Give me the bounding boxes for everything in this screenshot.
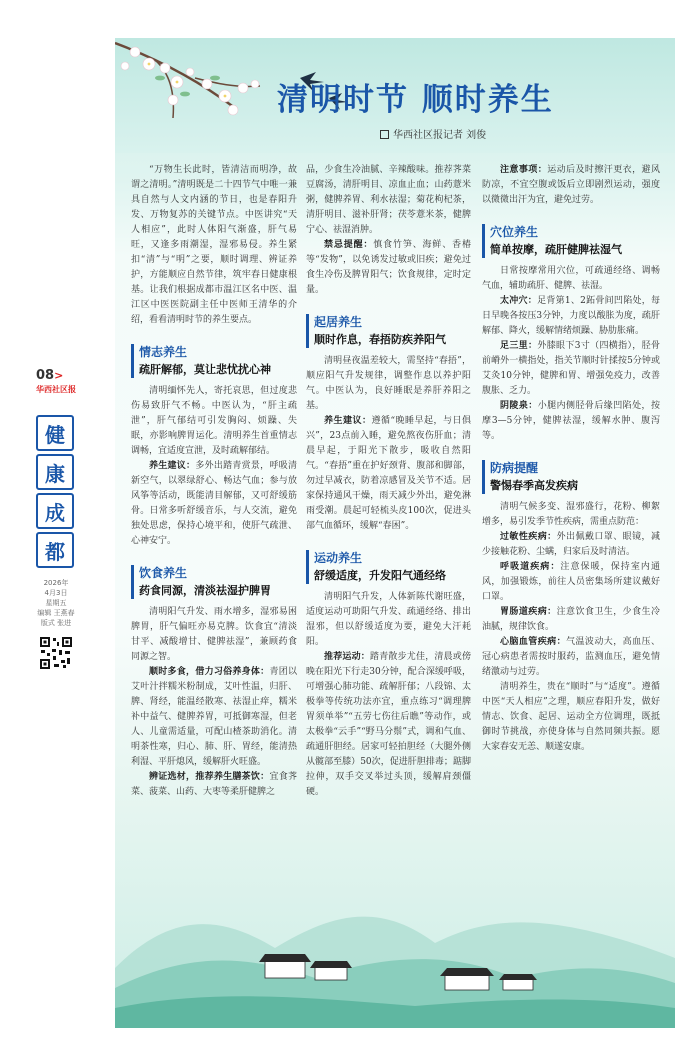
paragraph-label: 胃肠道疾病： — [500, 607, 557, 617]
paragraph-label: 推荐运动： — [324, 652, 370, 662]
section-title: 运动养生 — [314, 551, 363, 565]
section-title: 起居养生 — [314, 315, 363, 329]
paragraph — [306, 650, 471, 800]
section-subtitle: 药食同源，清淡祛湿护脾胃 — [139, 584, 271, 597]
paragraph-label: 过敏性疾病： — [500, 532, 557, 542]
paragraph — [131, 665, 297, 770]
paragraph-text: 宜食荠菜、菠菜、山药、大枣等柔肝健脾之 — [131, 772, 297, 797]
paragraph-label: 辨证选材，推荐养生膳茶饮： — [149, 772, 270, 782]
paragraph-label: 顺时多食，借力习俗养身体： — [149, 667, 270, 677]
section-subtitle: 顺时作息，春捂防疾养阳气 — [314, 333, 446, 346]
paragraph — [482, 560, 660, 605]
section-heading-diet — [131, 565, 297, 599]
paragraph-text: 小腿内侧胫骨后缘凹陷处，按摩3—5分钟，健脾祛湿，缓解水肿、腹泻等。 — [482, 401, 660, 441]
column-2 — [306, 163, 471, 800]
issue-meta — [36, 578, 76, 628]
paragraph-label: 呼吸道疾病： — [500, 562, 561, 572]
paragraph-label: 养生建议： — [324, 416, 372, 426]
paragraph — [131, 770, 297, 800]
paragraph — [306, 414, 471, 534]
page-title: 清明时节 顺时养生 — [277, 82, 554, 118]
section-title: 穴位养生 — [490, 225, 539, 239]
paragraph-label: 养生建议： — [149, 461, 196, 471]
paragraph — [482, 163, 660, 208]
byline — [380, 126, 486, 141]
section-heading-prevention — [482, 460, 660, 494]
paragraph — [482, 635, 660, 680]
section-title: 情志养生 — [139, 345, 188, 359]
page-number-text: 08 — [36, 368, 55, 383]
paragraph-text: 气温波动大，高血压、冠心病患者需按时服药，监测血压，避免情绪激动与过劳。 — [482, 637, 660, 677]
byline-text: 华西社区报记者 刘俊 — [393, 130, 487, 141]
paragraph — [306, 238, 471, 298]
column-3 — [482, 163, 660, 755]
column-1 — [131, 163, 297, 800]
section-subtitle: 简单按摩，疏肝健脾祛湿气 — [490, 243, 622, 256]
section-heading-acupoint — [482, 224, 660, 258]
qr-code-icon[interactable] — [39, 636, 73, 670]
column-name-box — [36, 415, 74, 568]
closing-paragraph: 清明养生，贵在“顺时”与“适度”。遵循中医“天人相应”之理，顺应春阳升发，做好情志、饮食、起居、运动全方位调理，既抵御时节挑战，亦使身体与自然同频共振。愿大家春安无恙、顺遂安康。 — [482, 682, 660, 752]
left-sidebar — [36, 368, 76, 674]
ink-landscape-illustration — [115, 848, 675, 1028]
section-title: 饮食养生 — [139, 566, 188, 580]
paragraph: 清明缅怀先人，寄托哀思，但过度悲伤易致肝气不畅。中医认为，“肝主疏泄”，肝气郁结可引发胸闷、烦躁、失眠，亦影响脾胃运化。清明养生首重情志调畅，宜适度宣泄，及时疏解郁结。 — [131, 386, 297, 456]
section-subtitle: 舒缓适度，升发阳气通经络 — [314, 569, 446, 582]
paragraph-text: 多外出踏青赏景，呼吸清新空气，以翠绿舒心、畅达气血；参与放风筝等活动，既能清目解郁，又可舒缓筋骨。日常多听舒缓音乐，与人交流，避免独处思虑，保持心境平和，使肝气疏泄、心神安宁。 — [131, 461, 297, 546]
paragraph — [482, 605, 660, 635]
paragraph: 清明气候多变、湿邪盛行，花粉、柳絮增多，易引发季节性疾病，需重点防范： — [482, 502, 660, 527]
paragraph-text: 外膝眼下3寸（四横指），胫骨前嵴外一横指处，指关节顺时针揉按5分钟或艾灸10分钟，健脾和胃、增强免疫力，改善腹胀、乏力。 — [482, 341, 660, 396]
section-heading-emotion — [131, 344, 297, 378]
meta-line: 4月3日 — [44, 589, 68, 597]
section-title: 防病提醒 — [490, 461, 539, 475]
paragraph-label: 心脑血管疾病： — [500, 637, 567, 647]
column-char: 都 — [36, 532, 74, 568]
paragraph-label: 足三里： — [500, 341, 538, 351]
section-heading-lifestyle — [306, 314, 471, 348]
paragraph-text: 外出佩戴口罩、眼镜，减少接触花粉、尘螨，归家后及时清洁。 — [482, 532, 660, 557]
column-char: 成 — [36, 493, 74, 529]
meta-line: 版式 张进 — [40, 619, 72, 627]
paragraph-text: 慎食竹笋、海鲜、香椿等“发物”，以免诱发过敏或旧疾；避免过食生冷伤及脾胃阳气；饮食规律，定时定量。 — [306, 240, 471, 295]
section-subtitle: 警惕春季高发疾病 — [490, 479, 578, 492]
paragraph: 品，少食生冷油腻、辛辣酸味。推荐荠菜豆腐汤，清肝明目、凉血止血；山药薏米粥，健脾养胃、利水祛湿；菊花枸杞茶，清肝明目、滋补肝肾；茯苓薏米茶，健脾宁心、祛湿消肿。 — [306, 165, 471, 235]
paragraph-text: 运动后及时擦汗更衣，避风防凉，不宜空腹或饭后立即剧烈运动，强度以微微出汗为宜，避免过劳。 — [482, 165, 660, 205]
paragraph-label: 阴陵泉： — [500, 401, 538, 411]
column-char: 健 — [36, 415, 74, 451]
byline-square-icon — [380, 130, 389, 139]
paragraph — [482, 399, 660, 444]
paragraph — [482, 294, 660, 339]
paragraph-text: 注意饮食卫生，少食生冷油腻，规律饮食。 — [482, 607, 660, 632]
meta-line: 编辑 王燕春 — [37, 609, 75, 617]
paragraph-text: 足背第1、2跖骨间凹陷处，每日早晚各按压3分钟，力度以酸胀为度，疏肝解郁、降火，缓解情绪烦躁、胁肋胀痛。 — [482, 296, 660, 336]
section-heading-exercise — [306, 550, 471, 584]
paragraph-text: 遵循“晚睡早起，与日俱兴”，23点前入睡，避免熬夜伤肝血；清晨早起，于阳光下散步，吸收自然阳气。“春捂”重在护好颈背、腹部和脚部，勿过早减衣，防着凉感冒及关节不适。居家保持通风干燥，雨天减少外出，避免淋雨受潮。晨起可轻梳头皮100次，促进头部气血循环，缓解“春困”。 — [306, 416, 471, 531]
paragraph — [131, 459, 297, 549]
section-name: 华西社区报 — [36, 385, 76, 394]
paragraph-label: 禁忌提醒： — [324, 240, 374, 250]
paragraph-text: 踏青散步尤佳，清晨或傍晚在阳光下行走30分钟，配合深缓呼吸，可增强心肺功能、疏解肝郁；八段锦、太极拳等传统功法亦宜，重点练习“调理脾胃须单举”“五劳七伤往后瞧”等动作，或太极拳“云手”“野马分鬃”式，调和气血、疏通肝胆经。居家可轻拍胆经（大腿外侧从髋部至膝）50次，促进肝胆排毒；踮脚拉伸，双手交叉举过头顶，缓解肩颈僵硬。 — [306, 652, 471, 797]
paragraph — [482, 530, 660, 560]
section-subtitle: 疏肝解郁，莫让悲忧扰心神 — [139, 363, 271, 376]
paragraph-text: 青团以艾叶汁拌糯米粉制成，艾叶性温，归肝、脾、肾经，能温经散寒、祛湿止痒，糯米补中益气、健脾养胃，可抵御寒湿，但老人、儿童需适量，可配山楂茶助消化。清明茶性寒，归心、肺、肝、胃经，能清热利湿、平肝熄风，缓解肝火旺盛。 — [131, 667, 297, 767]
paragraph-text: 注意保暖，保持室内通风，加强锻炼，前往人员密集场所建议戴好口罩。 — [482, 562, 660, 602]
paragraph-label: 注意事项： — [500, 165, 548, 175]
meta-line: 2026年 — [43, 579, 69, 587]
paragraph: 清明阳气升发，人体新陈代谢旺盛，适度运动可助阳气升发、疏通经络、排出湿邪，但以舒缓适度为要，避免大汗耗阳。 — [306, 592, 471, 647]
column-char: 康 — [36, 454, 74, 490]
paragraph — [482, 339, 660, 399]
page-number — [36, 368, 76, 383]
paragraph: 清明阳气升发、雨水增多，湿邪易困脾胃，肝气偏旺亦易克脾。饮食宜“清淡甘平、减酸增甘、健脾祛湿”，兼顾药食同源之智。 — [131, 607, 297, 662]
intro-paragraph: “万物生长此时，皆清洁而明净，故谓之清明。”清明既是二十四节气中唯一兼具自然与人文内涵的节日，也是春阳升发、万物复苏的关键节点。中医讲究“天人相应”，此时人体阳气渐盛，肝气易旺，又逢多雨潮湿，湿邪易侵。养生紧扣“清”与“明”之要，顺时调理、辨证养护，方能顺应自然节律，筑牢春日健康根基。让我们根据成都市温江区名中医、温江区中医医院副主任中医师王清华的介绍，看看清明时节的养生要点。 — [131, 165, 297, 325]
paragraph: 清明昼夜温差较大，需坚持“春捂”，顺应阳气升发规律，调整作息以养护阳气。中医认为，良好睡眠是养肝养阳之基。 — [306, 356, 471, 411]
arrow-icon: > — [54, 369, 64, 382]
paragraph: 日常按摩常用穴位，可疏通经络、调畅气血，辅助疏肝、健脾、祛湿。 — [482, 266, 660, 291]
meta-line: 星期五 — [45, 599, 67, 607]
newspaper-page — [115, 38, 675, 1028]
paragraph-label: 太冲穴： — [500, 296, 538, 306]
